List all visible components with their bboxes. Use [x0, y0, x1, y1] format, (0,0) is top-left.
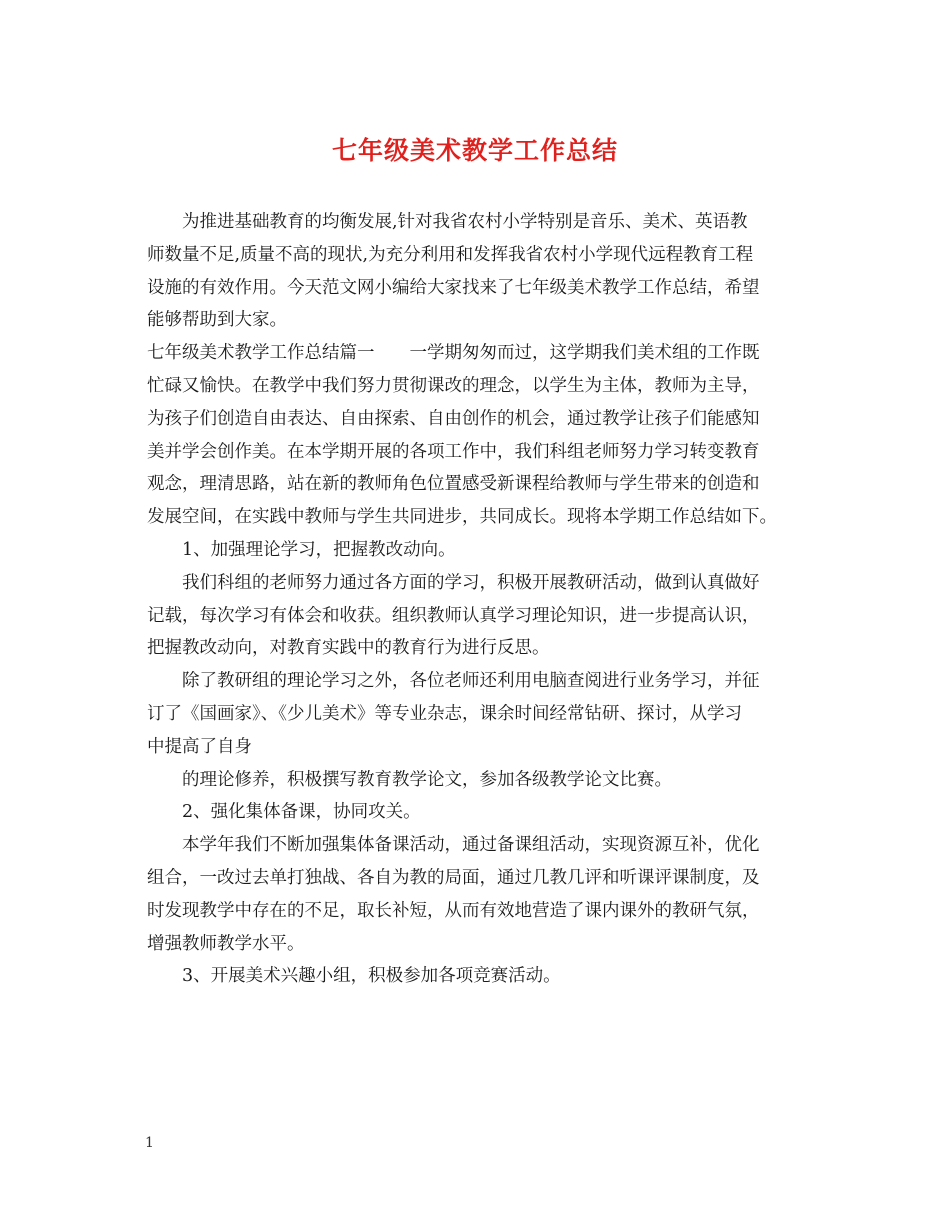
text-line: 3、开展美术兴趣小组，积极参加各项竞赛活动。	[182, 966, 561, 987]
text-line: 设施的有效作用。今天范文网小编给大家找来了七年级美术教学工作总结，希望	[147, 277, 760, 298]
text-line: 我们科组的老师努力通过各方面的学习，积极开展教研活动，做到认真做好	[182, 572, 760, 593]
text-line: 1、加强理论学习，把握教改动向。	[182, 539, 456, 560]
text-line: 中提高了自身	[147, 736, 252, 757]
text-line: 组合，一改过去单打独战、各自为教的局面，通过几教几评和听课评课制度，及	[147, 867, 760, 888]
paragraph-part-one	[147, 337, 807, 534]
section-heading-2	[147, 796, 807, 829]
paragraph-theory-cultivation	[147, 764, 807, 797]
text-line: 美并学会创作美。在本学期开展的各项工作中，我们科组老师努力学习转变教育	[147, 441, 760, 462]
section-heading-3	[147, 960, 807, 993]
document-body	[147, 206, 807, 993]
text-line: 除了教研组的理论学习之外，各位老师还利用电脑查阅进行业务学习，并征	[182, 671, 760, 692]
document-title: 七年级美术教学工作总结	[331, 136, 618, 165]
text-line: 忙碌又愉快。在教学中我们努力贯彻课改的理念，以学生为主体，教师为主导，	[147, 375, 760, 396]
paragraph-business-study	[147, 665, 807, 763]
page-number: 1	[145, 1135, 154, 1151]
text-line: 七年级美术教学工作总结篇一 一学期匆匆而过，这学期我们美术组的工作既	[147, 343, 760, 364]
text-line: 记载，每次学习有体会和收获。组织教师认真学习理论知识，进一步提高认识，	[147, 605, 760, 626]
text-line: 本学年我们不断加强集体备课活动，通过备课组活动，实现资源互补，优化	[182, 835, 760, 856]
text-line: 发展空间，在实践中教师与学生共同进步，共同成长。现将本学期工作总结如下。	[147, 507, 777, 528]
text-line: 为孩子们创造自由表达、自由探索、自由创作的机会，通过教学让孩子们能感知	[147, 408, 760, 429]
text-line: 增强教师教学水平。	[147, 933, 305, 954]
text-line: 的理论修养，积极撰写教育教学论文，参加各级教学论文比赛。	[182, 769, 672, 790]
text-line: 时发现教学中存在的不足，取长补短，从而有效地营造了课内课外的教研气氛，	[147, 900, 760, 921]
paragraph-intro	[147, 206, 807, 337]
paragraph-theory-study	[147, 567, 807, 665]
text-line: 订了《国画家》、《少儿美术》等专业杂志，课余时间经常钻研、探讨，从学习	[147, 703, 742, 724]
text-line: 师数量不足,质量不高的现状,为充分利用和发挥我省农村小学现代远程教育工程	[147, 244, 754, 265]
paragraph-collective-lesson-prep	[147, 829, 807, 960]
section-heading-1	[147, 534, 807, 567]
text-line: 2、强化集体备课，协同攻关。	[182, 802, 421, 823]
text-line: 能够帮助到大家。	[147, 310, 287, 331]
text-line: 观念，理清思路，站在新的教师角色位置感受新课程给教师与学生带来的创造和	[147, 474, 760, 495]
text-line: 把握教改动向，对教育实践中的教育行为进行反思。	[147, 638, 550, 659]
text-line: 为推进基础教育的均衡发展,针对我省农村小学特别是音乐、美术、英语教	[182, 212, 748, 232]
